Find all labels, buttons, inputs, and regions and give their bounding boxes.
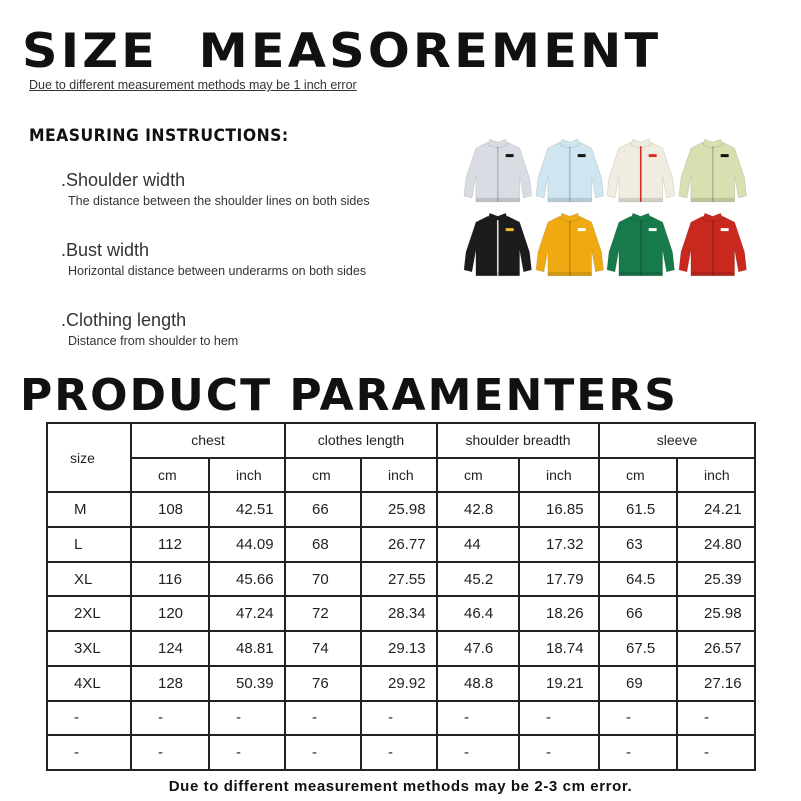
unit-header: cm <box>599 458 677 493</box>
measurement-cell: - <box>209 701 285 736</box>
measurement-cell: 66 <box>285 492 361 527</box>
table-row <box>47 596 755 631</box>
jacket-icon <box>462 210 534 282</box>
measurement-cell: 26.57 <box>677 631 755 666</box>
unit-header: inch <box>209 458 285 493</box>
measurement-cell: - <box>131 735 209 770</box>
jacket-icon <box>677 136 749 208</box>
measurement-cell: - <box>519 735 599 770</box>
measurement-cell: 16.85 <box>519 492 599 527</box>
jacket-image <box>534 136 606 208</box>
measurement-cell: 17.32 <box>519 527 599 562</box>
measurement-cell: 29.92 <box>361 666 437 701</box>
measurement-cell: 27.16 <box>677 666 755 701</box>
jacket-icon <box>534 136 606 208</box>
instruction-bust-width <box>61 240 366 278</box>
measurement-cell: 108 <box>131 492 209 527</box>
measurement-cell: 47.24 <box>209 596 285 631</box>
measurement-cell: 19.21 <box>519 666 599 701</box>
measurement-cell: 68 <box>285 527 361 562</box>
jacket-image <box>605 210 677 282</box>
measurement-cell: 48.81 <box>209 631 285 666</box>
measurement-cell: - <box>285 735 361 770</box>
jacket-icon <box>605 210 677 282</box>
measurement-cell: 69 <box>599 666 677 701</box>
table-row <box>47 527 755 562</box>
unit-header: cm <box>285 458 361 493</box>
jacket-icon <box>605 136 677 208</box>
jacket-image <box>677 136 749 208</box>
measurement-cell: 61.5 <box>599 492 677 527</box>
unit-header: inch <box>677 458 755 493</box>
instruction-description: The distance between the shoulder lines on both sides <box>68 194 370 208</box>
size-cell: XL <box>47 562 131 597</box>
measurement-cell: - <box>285 701 361 736</box>
measurement-cell: - <box>519 701 599 736</box>
instruction-label: .Clothing length <box>61 310 187 330</box>
size-column-header: size <box>47 423 131 492</box>
table-row <box>47 735 755 770</box>
instruction-description: Horizontal distance between underarms on both sides <box>68 264 367 278</box>
table-row <box>47 666 755 701</box>
measurement-cell: 120 <box>131 596 209 631</box>
measurement-cell: 70 <box>285 562 361 597</box>
size-cell: 4XL <box>47 666 131 701</box>
jacket-icon <box>677 210 749 282</box>
size-cell: M <box>47 492 131 527</box>
measurement-cell: 112 <box>131 527 209 562</box>
measurement-cell: 46.4 <box>437 596 519 631</box>
jacket-icon <box>462 136 534 208</box>
measurement-cell: - <box>599 735 677 770</box>
measurement-cell: 25.39 <box>677 562 755 597</box>
measurement-cell: - <box>131 701 209 736</box>
table-header-row <box>47 423 755 458</box>
jacket-color-gallery <box>462 136 748 282</box>
measurement-cell: 74 <box>285 631 361 666</box>
footer-error-note: Due to different measurement methods may be 2-3 cm error. <box>168 778 633 795</box>
measurement-cell: 50.39 <box>209 666 285 701</box>
measurement-cell: 27.55 <box>361 562 437 597</box>
measurement-cell: - <box>209 735 285 770</box>
measurement-cell: 76 <box>285 666 361 701</box>
unit-header: cm <box>437 458 519 493</box>
table-unit-row <box>47 458 755 493</box>
measurement-cell: - <box>677 701 755 736</box>
measurement-cell: 72 <box>285 596 361 631</box>
measurement-cell: 128 <box>131 666 209 701</box>
size-table <box>46 422 756 771</box>
measurement-cell: - <box>361 701 437 736</box>
clothes-length-header: clothes length <box>285 423 437 458</box>
product-parameters-title: PRODUCT PARAMENTERS <box>20 370 678 421</box>
measurement-cell: - <box>677 735 755 770</box>
measurement-cell: 67.5 <box>599 631 677 666</box>
table-row <box>47 701 755 736</box>
table-row <box>47 492 755 527</box>
measurement-cell: 26.77 <box>361 527 437 562</box>
instructions-heading: MEASURING INSTRUCTIONS: <box>29 126 289 146</box>
measurement-cell: 66 <box>599 596 677 631</box>
measurement-cell: 45.66 <box>209 562 285 597</box>
measurement-cell: 24.80 <box>677 527 755 562</box>
instruction-shoulder-width <box>61 170 370 208</box>
measurement-cell: 28.34 <box>361 596 437 631</box>
measurement-cell: 116 <box>131 562 209 597</box>
measurement-cell: 25.98 <box>677 596 755 631</box>
instruction-label: .Shoulder width <box>61 170 186 190</box>
measurement-cell: 24.21 <box>677 492 755 527</box>
page-title: SIZE MEASOREMENT <box>22 24 662 79</box>
sleeve-header: sleeve <box>599 423 755 458</box>
measurement-cell: 17.79 <box>519 562 599 597</box>
unit-header: cm <box>131 458 209 493</box>
measurement-cell: 42.51 <box>209 492 285 527</box>
measurement-cell: 25.98 <box>361 492 437 527</box>
table-row <box>47 562 755 597</box>
measurement-cell: 45.2 <box>437 562 519 597</box>
shoulder-breadth-header: shoulder breadth <box>437 423 599 458</box>
measurement-cell: 18.26 <box>519 596 599 631</box>
size-cell: 3XL <box>47 631 131 666</box>
jacket-image <box>534 210 606 282</box>
measurement-error-note: Due to different measurement methods may be 1 inch error <box>29 78 357 92</box>
jacket-image <box>462 210 534 282</box>
measurement-cell: 63 <box>599 527 677 562</box>
unit-header: inch <box>361 458 437 493</box>
measurement-cell: 124 <box>131 631 209 666</box>
size-cell: L <box>47 527 131 562</box>
unit-header: inch <box>519 458 599 493</box>
jacket-image <box>605 136 677 208</box>
size-cell: 2XL <box>47 596 131 631</box>
measurement-cell: - <box>437 701 519 736</box>
measurement-cell: 64.5 <box>599 562 677 597</box>
instruction-description: Distance from shoulder to hem <box>68 334 239 348</box>
instruction-label: .Bust width <box>61 240 150 260</box>
measurement-cell: 44.09 <box>209 527 285 562</box>
instruction-clothing-length <box>61 310 238 348</box>
measurement-cell: 29.13 <box>361 631 437 666</box>
size-cell: - <box>47 701 131 736</box>
measurement-cell: - <box>437 735 519 770</box>
size-cell: - <box>47 735 131 770</box>
measurement-cell: 44 <box>437 527 519 562</box>
measurement-cell: 48.8 <box>437 666 519 701</box>
measurement-cell: - <box>361 735 437 770</box>
jacket-image <box>462 136 534 208</box>
table-row <box>47 631 755 666</box>
chest-header: chest <box>131 423 285 458</box>
measurement-cell: 18.74 <box>519 631 599 666</box>
measurement-cell: - <box>599 701 677 736</box>
jacket-icon <box>534 210 606 282</box>
jacket-image <box>677 210 749 282</box>
measurement-cell: 42.8 <box>437 492 519 527</box>
measurement-cell: 47.6 <box>437 631 519 666</box>
